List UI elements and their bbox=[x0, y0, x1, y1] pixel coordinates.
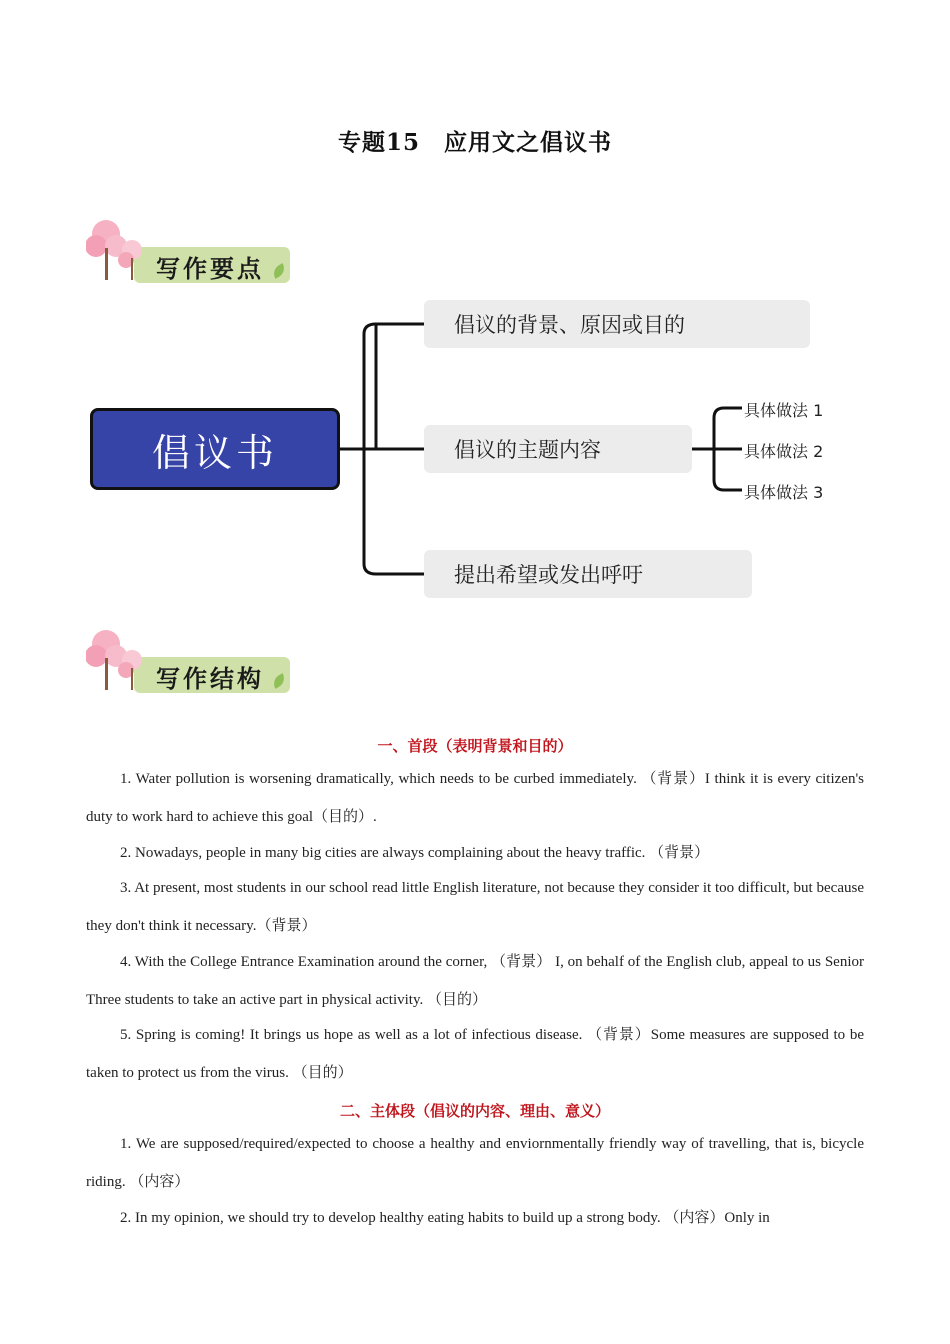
part1-item-2: 2. Nowadays, people in many big cities are always complaining about the heavy traffic. （背景） bbox=[120, 845, 710, 861]
part1-heading: 一、首段（表明背景和目的） bbox=[377, 737, 573, 755]
section-header-structure bbox=[86, 624, 296, 696]
part1-item-5: 5. Spring is coming! It brings us hope as well as a lot of infectious disease. （背景）Some measures are supposed to be taken to protect us from the virus. （目的） bbox=[86, 1027, 864, 1081]
mind-map bbox=[86, 296, 886, 606]
part1-item-1: 1. Water pollution is worsening dramatically, which needs to be curbed immediately. （背景）I think it is every citizen's duty to work hard to achieve this goal（目的）. bbox=[86, 771, 864, 825]
part2-item-2: 2. In my opinion, we should try to develop healthy eating habits to build up a strong body. （内容）Only in bbox=[120, 1210, 770, 1226]
sub-item-method-1: 具体做法 1 bbox=[744, 401, 824, 420]
cherry-tree-icon bbox=[86, 214, 156, 284]
part2-heading: 二、主体段（倡议的内容、理由、意义） bbox=[339, 1102, 610, 1120]
part1-item-4: 4. With the College Entrance Examination around the corner, （背景） I, on behalf of the English club, appeal to us Senior Three students to take an active part in physical activity. （目的） bbox=[86, 954, 864, 1008]
branch-hope-appeal: 提出希望或发出呼吁 bbox=[424, 550, 752, 598]
section-label: 写作结构 bbox=[156, 664, 264, 693]
section-label: 写作要点 bbox=[156, 254, 264, 283]
branch-background-purpose: 倡议的背景、原因或目的 bbox=[424, 300, 810, 348]
branch-main-content: 倡议的主题内容 bbox=[424, 425, 692, 473]
section-header-key-points bbox=[86, 214, 296, 286]
sub-item-method-2: 具体做法 2 bbox=[744, 442, 824, 461]
cherry-tree-icon bbox=[86, 624, 156, 694]
sub-item-method-3: 具体做法 3 bbox=[744, 483, 824, 502]
page-title: 专题15 应用文之倡议书 bbox=[337, 129, 612, 156]
part1-item-3: 3. At present, most students in our school read little English literature, not because they consider it too difficult, but because they don't think it necessary.（背景） bbox=[86, 880, 864, 934]
part2-item-1: 1. We are supposed/required/expected to choose a healthy and enviornmentally friendly way of travelling, that is, bicycle riding. （内容） bbox=[86, 1136, 864, 1190]
mind-map-root: 倡议书 bbox=[90, 408, 340, 490]
